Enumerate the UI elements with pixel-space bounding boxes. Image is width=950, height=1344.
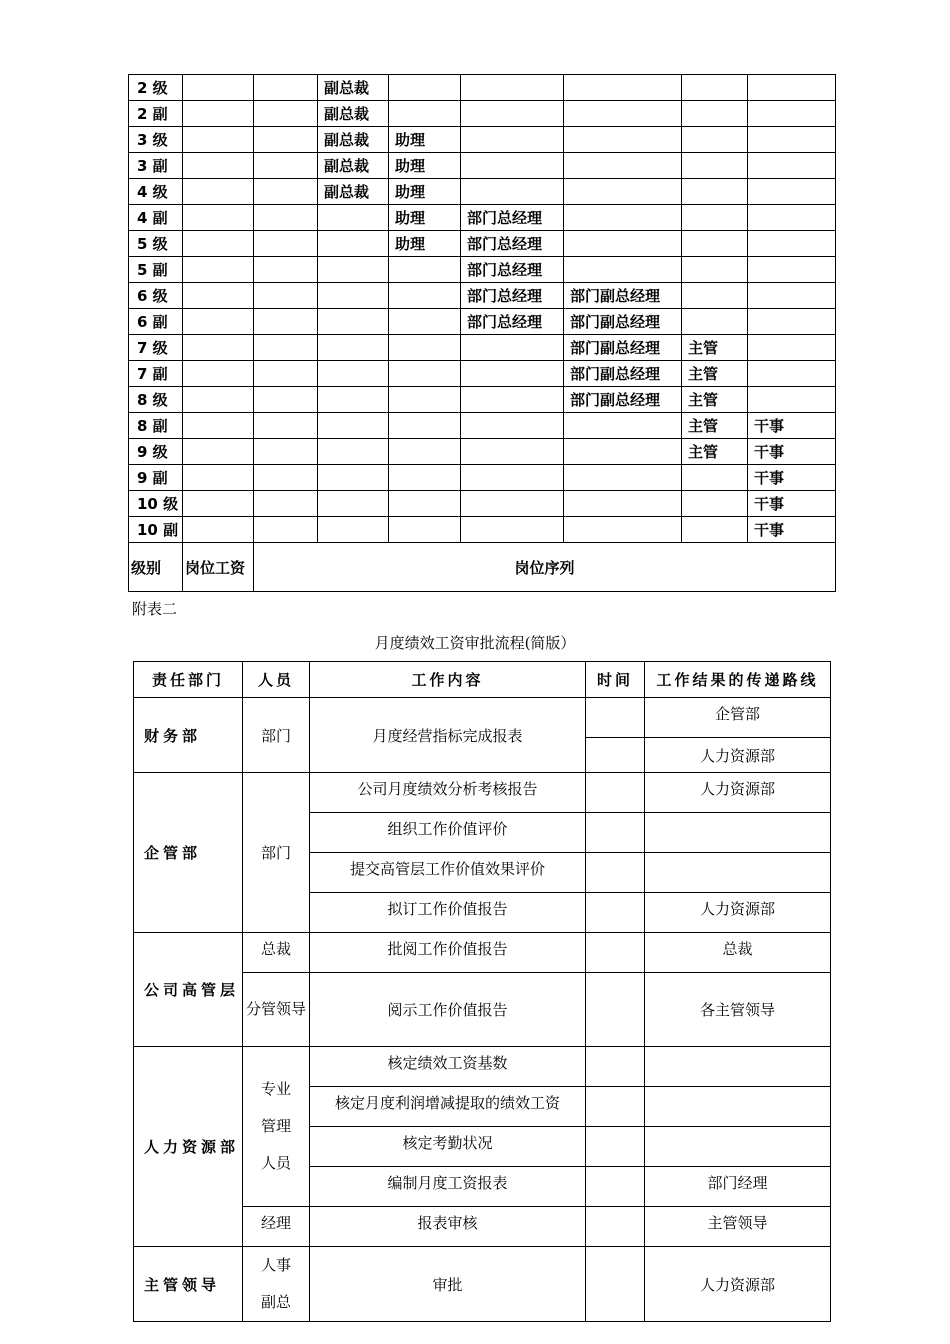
grade-cell [318, 257, 389, 283]
grade-cell [254, 413, 318, 439]
flow-title: 月度绩效工资审批流程(简版） [374, 634, 576, 652]
grade-level-cell: 4 副 [129, 205, 183, 231]
content-cell: 拟订工作价值报告 [310, 893, 586, 933]
grade-cell [461, 179, 564, 205]
grade-cell [461, 413, 564, 439]
time-cell [586, 738, 645, 773]
grade-cell: 部门副总经理 [564, 387, 682, 413]
grade-cell [254, 101, 318, 127]
grade-cell [318, 335, 389, 361]
time-header: 时间 [586, 662, 645, 698]
table-row [129, 75, 836, 101]
grade-level-cell: 5 级 [129, 231, 183, 257]
grade-cell [254, 491, 318, 517]
grade-cell [254, 439, 318, 465]
table-row [129, 387, 836, 413]
time-cell [586, 853, 645, 893]
grade-cell: 部门副总经理 [564, 335, 682, 361]
grade-level-cell: 7 级 [129, 335, 183, 361]
person-cell: 部门 [243, 698, 310, 773]
route-cell [645, 1127, 831, 1167]
dept-mgmt: 企管部 [134, 773, 243, 933]
grade-cell [564, 465, 682, 491]
table-row [129, 257, 836, 283]
grade-level-cell: 2 级 [129, 75, 183, 101]
grade-cell [254, 257, 318, 283]
content-cell: 阅示工作价值报告 [310, 973, 586, 1047]
content-cell: 月度经营指标完成报表 [310, 698, 586, 773]
route-header: 工作结果的传递路线 [645, 662, 831, 698]
grade-cell: 副总裁 [318, 101, 389, 127]
grade-cell [389, 257, 461, 283]
salary-header: 岗位工资 [183, 543, 254, 592]
grade-table-footer [129, 543, 836, 592]
table-row [134, 1047, 831, 1087]
grade-cell [461, 75, 564, 101]
grade-cell [183, 205, 254, 231]
grade-cell: 部门总经理 [461, 309, 564, 335]
grade-cell [318, 413, 389, 439]
grade-position-table [128, 74, 836, 592]
table-row [134, 933, 831, 973]
grade-level-cell: 10 副 [129, 517, 183, 543]
grade-cell [389, 387, 461, 413]
table-row [129, 439, 836, 465]
grade-level-cell: 8 副 [129, 413, 183, 439]
grade-cell [748, 387, 836, 413]
grade-cell [682, 257, 748, 283]
grade-cell [254, 335, 318, 361]
grade-cell [564, 127, 682, 153]
route-cell: 部门经理 [645, 1167, 831, 1207]
dept-finance: 财务部 [134, 698, 243, 773]
time-cell [586, 973, 645, 1047]
grade-cell: 部门副总经理 [564, 283, 682, 309]
grade-cell [183, 231, 254, 257]
person-cell: 人事副总 [243, 1247, 310, 1322]
grade-cell [254, 517, 318, 543]
table-row [129, 153, 836, 179]
grade-cell: 部门总经理 [461, 283, 564, 309]
table-row [134, 773, 831, 813]
route-cell [645, 1047, 831, 1087]
grade-cell [183, 465, 254, 491]
grade-cell [318, 517, 389, 543]
grade-cell: 主管 [682, 361, 748, 387]
content-cell: 公司月度绩效分析考核报告 [310, 773, 586, 813]
table-row [129, 127, 836, 153]
grade-level-cell: 10 级 [129, 491, 183, 517]
grade-level-cell: 8 级 [129, 387, 183, 413]
grade-cell [748, 283, 836, 309]
content-header: 工作内容 [310, 662, 586, 698]
grade-cell [183, 335, 254, 361]
grade-cell [183, 75, 254, 101]
grade-cell: 部门副总经理 [564, 361, 682, 387]
person-cell: 专业管理人员 [243, 1047, 310, 1207]
grade-cell [318, 309, 389, 335]
content-cell: 审批 [310, 1247, 586, 1322]
grade-cell [183, 439, 254, 465]
time-cell [586, 933, 645, 973]
grade-cell [254, 309, 318, 335]
grade-cell [564, 179, 682, 205]
grade-cell [682, 231, 748, 257]
grade-cell: 助理 [389, 205, 461, 231]
grade-cell [682, 517, 748, 543]
table-row [134, 698, 831, 738]
grade-level-cell: 4 级 [129, 179, 183, 205]
grade-cell: 主管 [682, 335, 748, 361]
grade-cell [254, 127, 318, 153]
grade-cell: 干事 [748, 491, 836, 517]
grade-level-cell: 9 级 [129, 439, 183, 465]
grade-cell [564, 491, 682, 517]
grade-table-body [129, 75, 836, 543]
content-cell: 组织工作价值评价 [310, 813, 586, 853]
grade-cell [183, 101, 254, 127]
grade-cell [748, 101, 836, 127]
grade-cell [748, 361, 836, 387]
grade-cell [564, 75, 682, 101]
grade-cell [748, 75, 836, 101]
content-cell: 报表审核 [310, 1207, 586, 1247]
time-cell [586, 1167, 645, 1207]
approval-flow-table [133, 661, 831, 1322]
route-cell: 人力资源部 [645, 738, 831, 773]
grade-cell [389, 309, 461, 335]
content-cell: 提交高管层工作价值效果评价 [310, 853, 586, 893]
content-cell: 核定绩效工资基数 [310, 1047, 586, 1087]
grade-cell [461, 127, 564, 153]
grade-cell: 部门总经理 [461, 257, 564, 283]
grade-cell: 助理 [389, 153, 461, 179]
grade-cell: 助理 [389, 231, 461, 257]
dept-leader: 主管领导 [134, 1247, 243, 1322]
grade-level-cell: 2 副 [129, 101, 183, 127]
grade-cell: 主管 [682, 413, 748, 439]
grade-cell [682, 283, 748, 309]
grade-cell [564, 257, 682, 283]
person-cell: 总裁 [243, 933, 310, 973]
grade-cell [254, 231, 318, 257]
grade-cell [564, 205, 682, 231]
time-cell [586, 1207, 645, 1247]
time-cell [586, 1127, 645, 1167]
grade-cell [748, 153, 836, 179]
grade-cell [183, 179, 254, 205]
grade-cell [748, 127, 836, 153]
route-cell: 人力资源部 [645, 893, 831, 933]
grade-cell [254, 153, 318, 179]
flow-header-row [134, 662, 831, 698]
grade-cell [318, 231, 389, 257]
grade-cell [254, 75, 318, 101]
content-cell: 核定月度利润增减提取的绩效工资 [310, 1087, 586, 1127]
content-cell: 编制月度工资报表 [310, 1167, 586, 1207]
grade-level-cell: 6 级 [129, 283, 183, 309]
grade-cell [461, 153, 564, 179]
grade-level-cell: 5 副 [129, 257, 183, 283]
grade-cell [461, 517, 564, 543]
grade-cell [389, 491, 461, 517]
table-row [129, 517, 836, 543]
grade-cell: 部门总经理 [461, 231, 564, 257]
grade-cell [682, 127, 748, 153]
grade-cell [564, 101, 682, 127]
route-cell: 总裁 [645, 933, 831, 973]
grade-cell [389, 439, 461, 465]
table-row [129, 361, 836, 387]
grade-level-cell: 7 副 [129, 361, 183, 387]
grade-cell [254, 465, 318, 491]
grade-cell [318, 283, 389, 309]
grade-cell: 部门总经理 [461, 205, 564, 231]
grade-cell [254, 179, 318, 205]
grade-cell [318, 361, 389, 387]
grade-level-cell: 3 副 [129, 153, 183, 179]
grade-cell [318, 205, 389, 231]
grade-cell [183, 413, 254, 439]
time-cell [586, 1247, 645, 1322]
grade-cell [254, 387, 318, 413]
grade-cell [389, 283, 461, 309]
grade-cell: 副总裁 [318, 75, 389, 101]
route-cell: 主管领导 [645, 1207, 831, 1247]
grade-cell: 主管 [682, 387, 748, 413]
sequence-header: 岗位序列 [254, 543, 836, 592]
grade-cell: 助理 [389, 127, 461, 153]
grade-cell: 干事 [748, 413, 836, 439]
grade-cell [183, 153, 254, 179]
grade-cell [461, 101, 564, 127]
grade-cell [318, 439, 389, 465]
level-header: 级别 [129, 543, 183, 592]
person-cell: 经理 [243, 1207, 310, 1247]
route-cell: 各主管领导 [645, 973, 831, 1047]
grade-cell [461, 361, 564, 387]
time-cell [586, 773, 645, 813]
dept-hr: 人力资源部 [134, 1047, 243, 1247]
grade-cell: 干事 [748, 439, 836, 465]
appendix-label: 附表二 [132, 600, 178, 618]
table-row [129, 413, 836, 439]
route-cell [645, 853, 831, 893]
time-cell [586, 1087, 645, 1127]
grade-cell: 干事 [748, 517, 836, 543]
route-cell [645, 813, 831, 853]
grade-level-cell: 6 副 [129, 309, 183, 335]
route-cell: 人力资源部 [645, 1247, 831, 1322]
grade-cell [682, 101, 748, 127]
grade-cell [183, 491, 254, 517]
grade-cell [461, 465, 564, 491]
grade-cell [183, 387, 254, 413]
grade-cell [748, 309, 836, 335]
grade-cell: 副总裁 [318, 179, 389, 205]
content-cell: 批阅工作价值报告 [310, 933, 586, 973]
time-cell [586, 1047, 645, 1087]
table-row [129, 465, 836, 491]
table-row [129, 101, 836, 127]
time-cell [586, 813, 645, 853]
grade-cell [318, 491, 389, 517]
route-cell: 人力资源部 [645, 773, 831, 813]
grade-cell: 副总裁 [318, 127, 389, 153]
table-row [129, 491, 836, 517]
grade-cell [389, 517, 461, 543]
grade-cell [183, 127, 254, 153]
grade-cell [183, 309, 254, 335]
grade-cell [564, 231, 682, 257]
route-cell [645, 1087, 831, 1127]
grade-cell [682, 75, 748, 101]
grade-cell [748, 335, 836, 361]
grade-cell [183, 257, 254, 283]
person-header: 人员 [243, 662, 310, 698]
grade-cell [748, 179, 836, 205]
grade-cell: 部门副总经理 [564, 309, 682, 335]
grade-cell [682, 153, 748, 179]
grade-cell [318, 465, 389, 491]
grade-cell [254, 205, 318, 231]
person-cell: 分管领导 [243, 973, 310, 1047]
person-cell: 部门 [243, 773, 310, 933]
grade-cell: 助理 [389, 179, 461, 205]
content-cell: 核定考勤状况 [310, 1127, 586, 1167]
grade-cell [318, 387, 389, 413]
table-row [129, 309, 836, 335]
grade-cell [461, 439, 564, 465]
time-cell [586, 893, 645, 933]
grade-cell: 干事 [748, 465, 836, 491]
grade-cell [682, 491, 748, 517]
grade-cell [682, 179, 748, 205]
grade-cell [254, 283, 318, 309]
grade-cell [254, 361, 318, 387]
grade-cell [461, 387, 564, 413]
grade-cell [748, 205, 836, 231]
table-row [129, 231, 836, 257]
grade-cell [682, 309, 748, 335]
time-cell [586, 698, 645, 738]
table-row [129, 283, 836, 309]
grade-cell [461, 335, 564, 361]
grade-level-cell: 9 副 [129, 465, 183, 491]
grade-cell [183, 517, 254, 543]
grade-cell [389, 413, 461, 439]
grade-cell [682, 465, 748, 491]
grade-cell: 副总裁 [318, 153, 389, 179]
grade-cell [183, 283, 254, 309]
grade-cell [748, 257, 836, 283]
grade-cell [389, 75, 461, 101]
dept-header: 责任部门 [134, 662, 243, 698]
grade-cell [389, 361, 461, 387]
grade-cell [748, 231, 836, 257]
grade-cell [564, 153, 682, 179]
grade-level-cell: 3 级 [129, 127, 183, 153]
grade-cell [564, 517, 682, 543]
grade-cell [461, 491, 564, 517]
route-cell: 企管部 [645, 698, 831, 738]
dept-exec: 公司高管层 [134, 933, 243, 1047]
grade-cell [564, 413, 682, 439]
grade-cell [389, 465, 461, 491]
table-row [129, 179, 836, 205]
table-row [129, 335, 836, 361]
grade-cell [389, 101, 461, 127]
grade-cell [682, 205, 748, 231]
table-row [134, 1247, 831, 1322]
grade-cell: 主管 [682, 439, 748, 465]
grade-cell [564, 439, 682, 465]
grade-cell [389, 335, 461, 361]
table-row [129, 205, 836, 231]
grade-cell [183, 361, 254, 387]
